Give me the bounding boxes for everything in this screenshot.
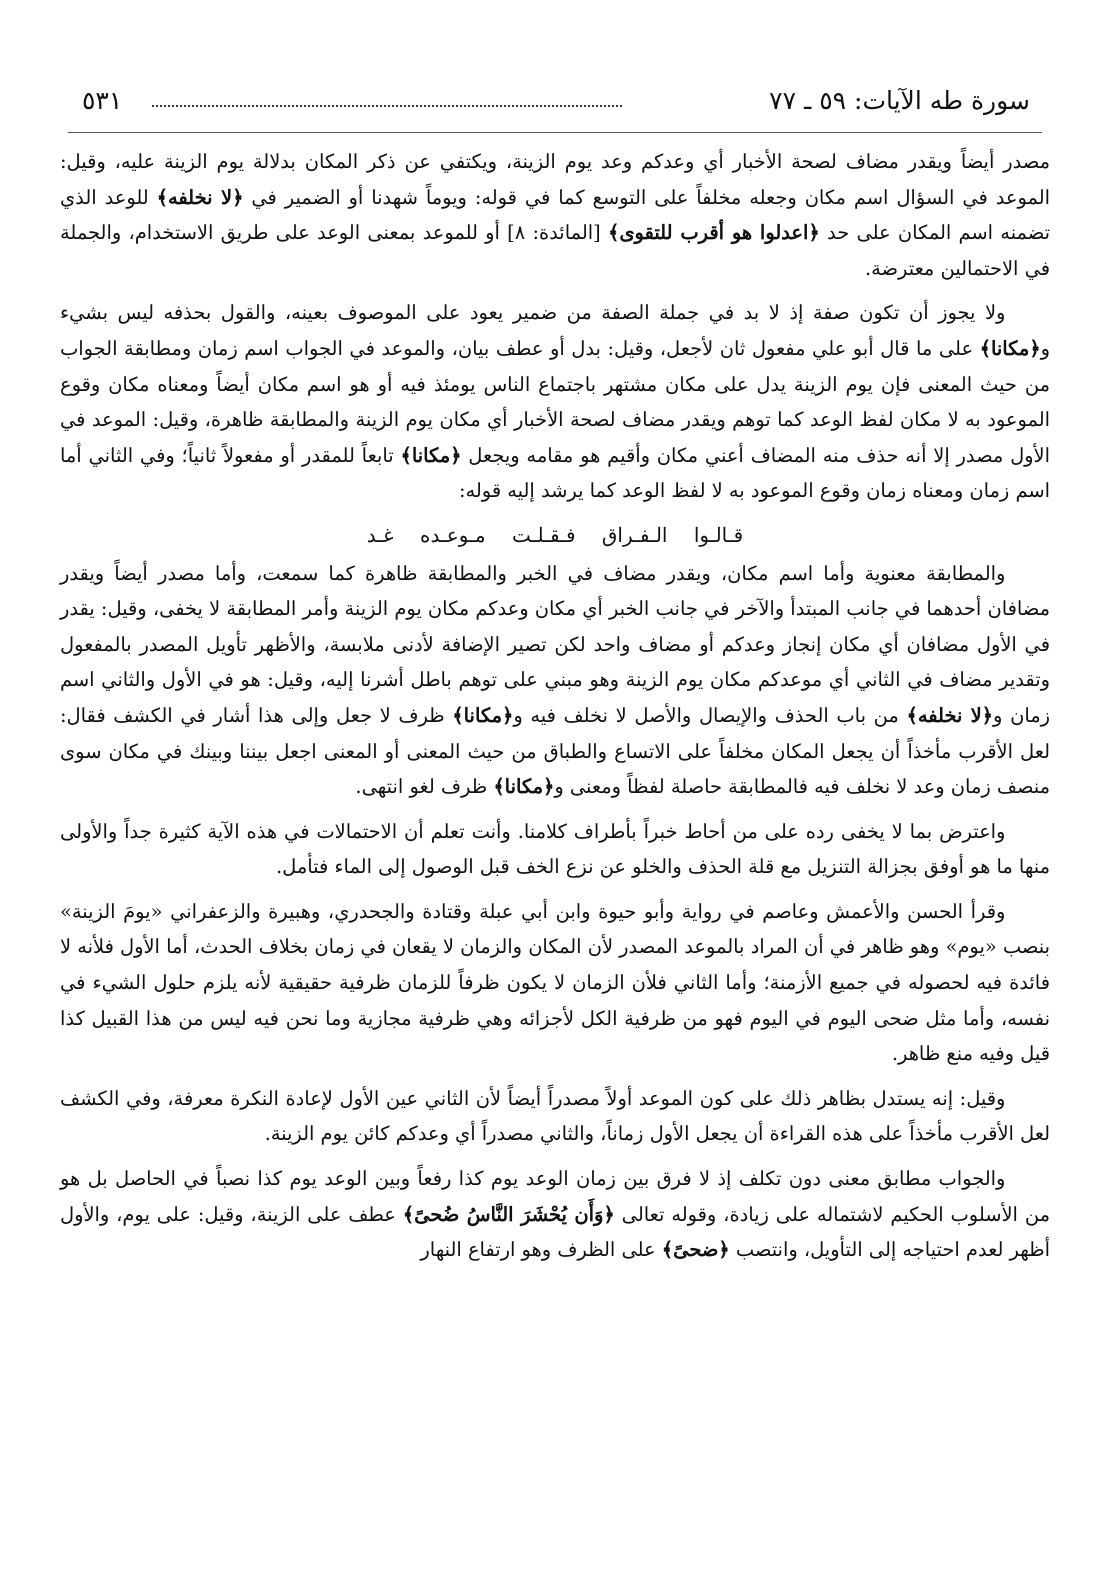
quran-quote: ﴿مكانا﴾ — [493, 775, 555, 799]
page-header — [60, 86, 1050, 126]
running-title: سورة طه الآيات: ٥٩ ـ ٧٧ — [769, 86, 1030, 115]
paragraph: وقرأ الحسن والأعمش وعاصم في رواية وأبو حيوة وابن أبي عبلة وقتادة والجحدري، وهبيرة والزعفراني «يومَ الزينة» بنصب «يوم» وهو ظاهر في أن المراد بالموعد المصدر لأن المكان والزمان لا يقعان في زمان بخلاف الحدث، أما الأول فلأنه لا فائدة فيه لحصوله في جميع الأزمنة؛ وأما الثاني فلأن الزمان لا يكون ظرفاً للزمان ظرفية حقيقية لأنه يلزم حلول الشيء في نفسه، وأما مثل ضحى اليوم في اليوم فهو من ظرفية الكل لأجزائه وهي ظرفية مجازية وما نحن فيه ليس من هذا القبيل كذا قيل وفيه منع ظاهر. — [60, 899, 1050, 1066]
quran-quote: ﴿وَأَن يُحْشَرَ النَّاسُ ضُحىً﴾ — [402, 1202, 615, 1226]
paragraph: والجواب مطابق معنى دون تكلف إذ لا فرق بين زمان الوعد يوم كذا رفعاً وبين الوعد يوم كذا نصباً في الحاصل بل هو من الأسلوب الحكيم لاشتماله على زيادة، وقوله تعالى ﴿وَأَن يُحْشَرَ النَّاسُ ضُحىً﴾ عطف على الزينة، وقيل: على يوم، والأول أظهر لعدم احتياجه إلى التأويل، وانتصب ﴿ضحىً﴾ على الظرف وهو ارتفاع النهار — [60, 1167, 1050, 1262]
header-rule — [68, 132, 1042, 133]
body-text — [60, 144, 1050, 1277]
header-dot-leader — [152, 105, 622, 107]
quran-quote: ﴿اعدلوا هو أقرب للتقوى﴾ — [607, 221, 820, 245]
quran-quote: ﴿ضحىً﴾ — [661, 1238, 730, 1262]
quran-quote: ﴿لا نخلفه﴾ — [156, 185, 244, 209]
quran-quote: ﴿مكانا﴾ — [452, 703, 514, 727]
paragraph: ولا يجوز أن تكون صفة إذ لا بد في جملة الصفة من ضمير يعود على الموصوف بعينه، والقول بحذفه ليس بشيء و﴿مكانا﴾ على ما قال أبو علي مفعول ثان لأجعل، وقيل: بدل أو عطف بيان، والموعد في الجواب اسم زمان ومطابقة الجواب من حيث المعنى فإن يوم الزينة يدل على مكان مشتهر باجتماع الناس يومئذ فيه أو هو اسم مكان أيضاً ومعناه مكان وقوع الموعود به لا مكان لفظ الوعد كما توهم ويقدر مضاف لصحة الأخبار أي مكان يوم الزينة والمطابقة ظاهرة، وقيل: الموعد في الأول مصدر إلا أنه حذف منه المضاف أعني مكان وأقيم هو مقامه ويجعل ﴿مكانا﴾ تابعاً للمقدر أو مفعولاً ثانياً؛ وفي الثاني أما اسم زمان ومعناه زمان وقوع الموعود به لا لفظ الوعد كما يرشد إليه قوله: — [60, 301, 1050, 503]
quran-quote: ﴿لا نخلفه﴾ — [906, 703, 994, 727]
book-page — [60, 0, 1050, 1577]
paragraph: مصدر أيضاً ويقدر مضاف لصحة الأخبار أي وعدكم وعد يوم الزينة، ويكتفي عن ذكر المكان بدلالة يوم الزينة عليه، وقيل: الموعد في السؤال اسم مكان وجعله مخلفاً على التوسع كما في قوله: ويوماً شهدنا أو الضمير في ﴿لا نخلفه﴾ للوعد الذي تضمنه اسم المكان على حد ﴿اعدلوا هو أقرب للتقوى﴾ [المائدة: ٨] أو للموعد بمعنى الوعد على طريق الاستخدام، والجملة في الاحتمالين معترضة. — [60, 150, 1050, 280]
page-number: ٥٣١ — [82, 86, 123, 115]
quran-quote: ﴿مكانا﴾ — [400, 443, 462, 467]
quran-quote: ﴿مكانا﴾ — [979, 336, 1041, 360]
paragraph: وقيل: إنه يستدل بظاهر ذلك على كون الموعد أولاً مصدراً أيضاً لأن الثاني عين الأول لإعادة النكرة معرفة، وفي الكشف لعل الأقرب مأخذاً على هذه القراءة أن يجعل الأول زماناً، والثاني مصدراً أي وعدكم كائن يوم الزينة. — [60, 1086, 1050, 1146]
paragraph: واعترض بما لا يخفى رده على من أحاط خبراً بأطراف كلامنا. وأنت تعلم أن الاحتمالات في هذه الآية كثيرة جداً والأولى منها ما هو أوفق بجزالة التنزيل مع قلة الحذف والخلو عن نزع الخف قبل الوصول إلى الماء فتأمل. — [60, 819, 1050, 879]
verse-line: قـالـوا الـفـراق فـقـلـت مـوعـده غـد — [366, 522, 744, 547]
paragraph: والمطابقة معنوية وأما اسم مكان، ويقدر مضاف في الخبر والمطابقة ظاهرة كما سمعت، وأما مصدر أيضاً ويقدر مضافان أحدهما في جانب المبتدأ والآخر في جانب الخبر أي مكان وعدكم مكان يوم الزينة وأمر المطابقة لا يخفى، وقيل: يقدر في الأول مضافان أي مكان إنجاز وعدكم أو مضاف واحد لكن تصير الإضافة لأدنى ملابسة، والأظهر تأويل المصدر بالمفعول وتقدير مضاف في الثاني أي موعدكم مكان يوم الزينة وهو مبني على توهم باطل أشرنا إليه، وقيل: هو في الأول والثاني اسم زمان و﴿لا نخلفه﴾ من باب الحذف والإيصال والأصل لا نخلف فيه و﴿مكانا﴾ ظرف لا جعل وإلى هذا أشار في الكشف فقال: لعل الأقرب مأخذاً أن يجعل المكان مخلفاً على الاتساع والطباق من حيث المعنى أو المعنى اجعل بيننا وبينك في مكان سوى منصف زمان وعد لا نخلف فيه فالمطابقة حاصلة لفظاً ومعنى و﴿مكانا﴾ ظرف لغو انتهى. — [60, 561, 1050, 799]
